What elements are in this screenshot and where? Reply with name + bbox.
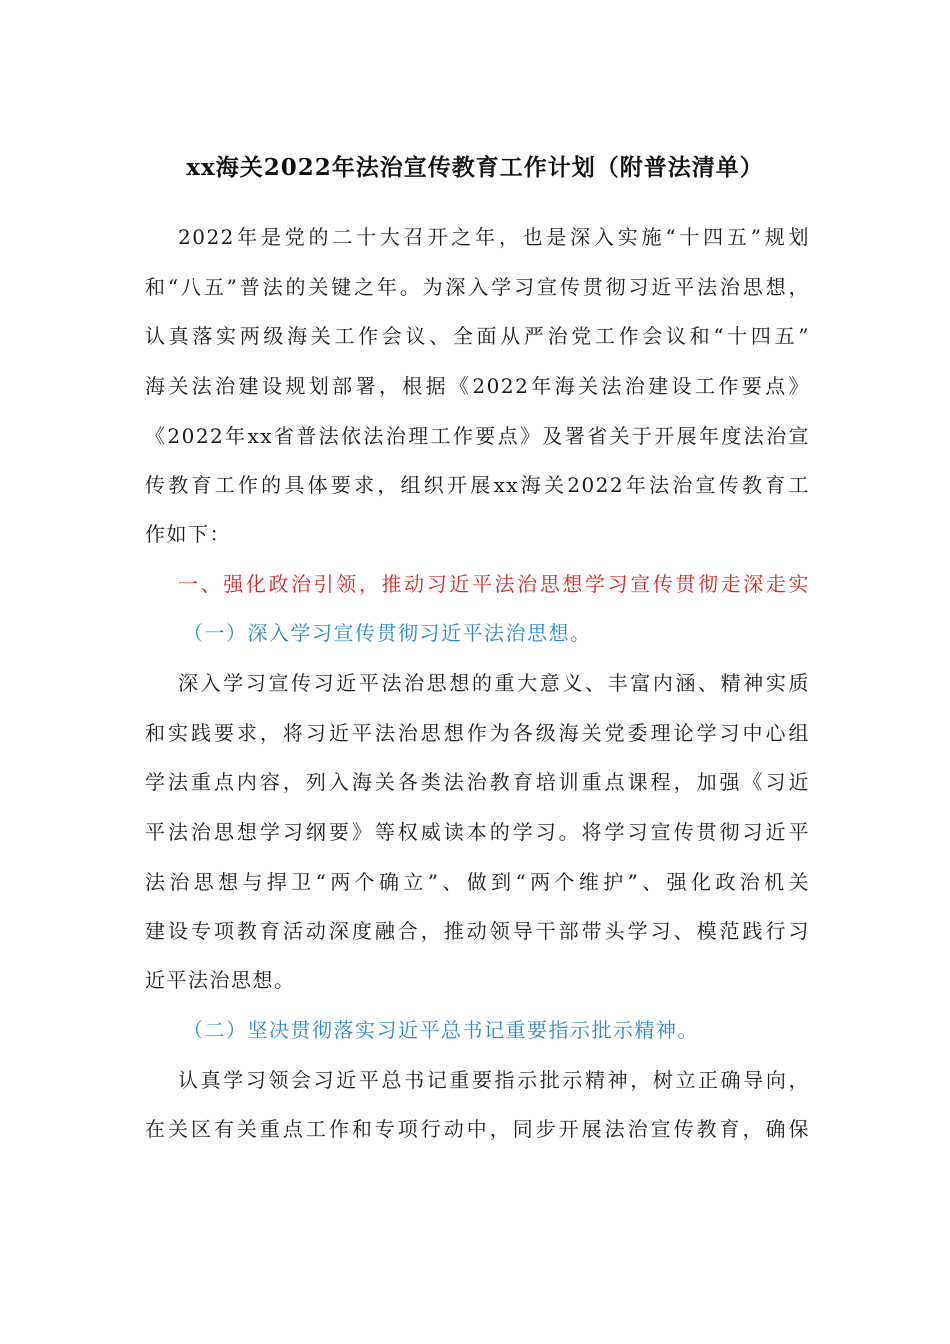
- intro-line-4: 海关法治建设规划部署，根据《2022年海关法治建设工作要点》: [145, 374, 810, 398]
- sub1-line-6: 建设专项教育活动深度融合，推动领导干部带头学习、模范践行习: [145, 919, 810, 943]
- intro-line-5: 《2022年xx省普法依法治理工作要点》及署省关于开展年度法治宣: [145, 424, 810, 448]
- section-heading-1: 一、强化政治引领，推动习近平法治思想学习宣传贯彻走深走实: [178, 572, 810, 596]
- intro-line-2: 和“八五”普法的关键之年。为深入学习宣传贯彻习近平法治思想，: [145, 275, 810, 299]
- sub1-line-7: 近平法治思想。: [145, 968, 296, 992]
- subsection-heading-2: （二）坚决贯彻落实习近平总书记重要指示批示精神。: [183, 1018, 699, 1042]
- sub1-line-5: 法治思想与捍卫“两个确立”、做到“两个维护”、强化政治机关: [145, 870, 810, 894]
- intro-line-1: 2022年是党的二十大召开之年，也是深入实施“十四五”规划: [178, 225, 810, 249]
- sub1-line-4: 平法治思想学习纲要》等权威读本的学习。将学习宣传贯彻习近平: [145, 820, 810, 844]
- subsection-heading-1: （一）深入学习宣传贯彻习近平法治思想。: [183, 621, 592, 645]
- document-title: xx海关2022年法治宣传教育工作计划（附普法清单）: [186, 154, 764, 181]
- sub1-line-1: 深入学习宣传习近平法治思想的重大意义、丰富内涵、精神实质: [178, 671, 810, 695]
- intro-line-6: 传教育工作的具体要求，组织开展xx海关2022年法治宣传教育工: [145, 473, 810, 497]
- sub2-line-2: 在关区有关重点工作和专项行动中，同步开展法治宣传教育，确保: [145, 1117, 810, 1141]
- sub2-line-1: 认真学习领会习近平总书记重要指示批示精神，树立正确导向，: [178, 1068, 810, 1092]
- sub1-line-2: 和实践要求，将习近平法治思想作为各级海关党委理论学习中心组: [145, 721, 810, 745]
- sub1-line-3: 学法重点内容，列入海关各类法治教育培训重点课程，加强《习近: [145, 770, 810, 794]
- intro-line-7: 作如下：: [145, 522, 231, 546]
- intro-line-3: 认真落实两级海关工作会议、全面从严治党工作会议和“十四五”: [145, 324, 810, 348]
